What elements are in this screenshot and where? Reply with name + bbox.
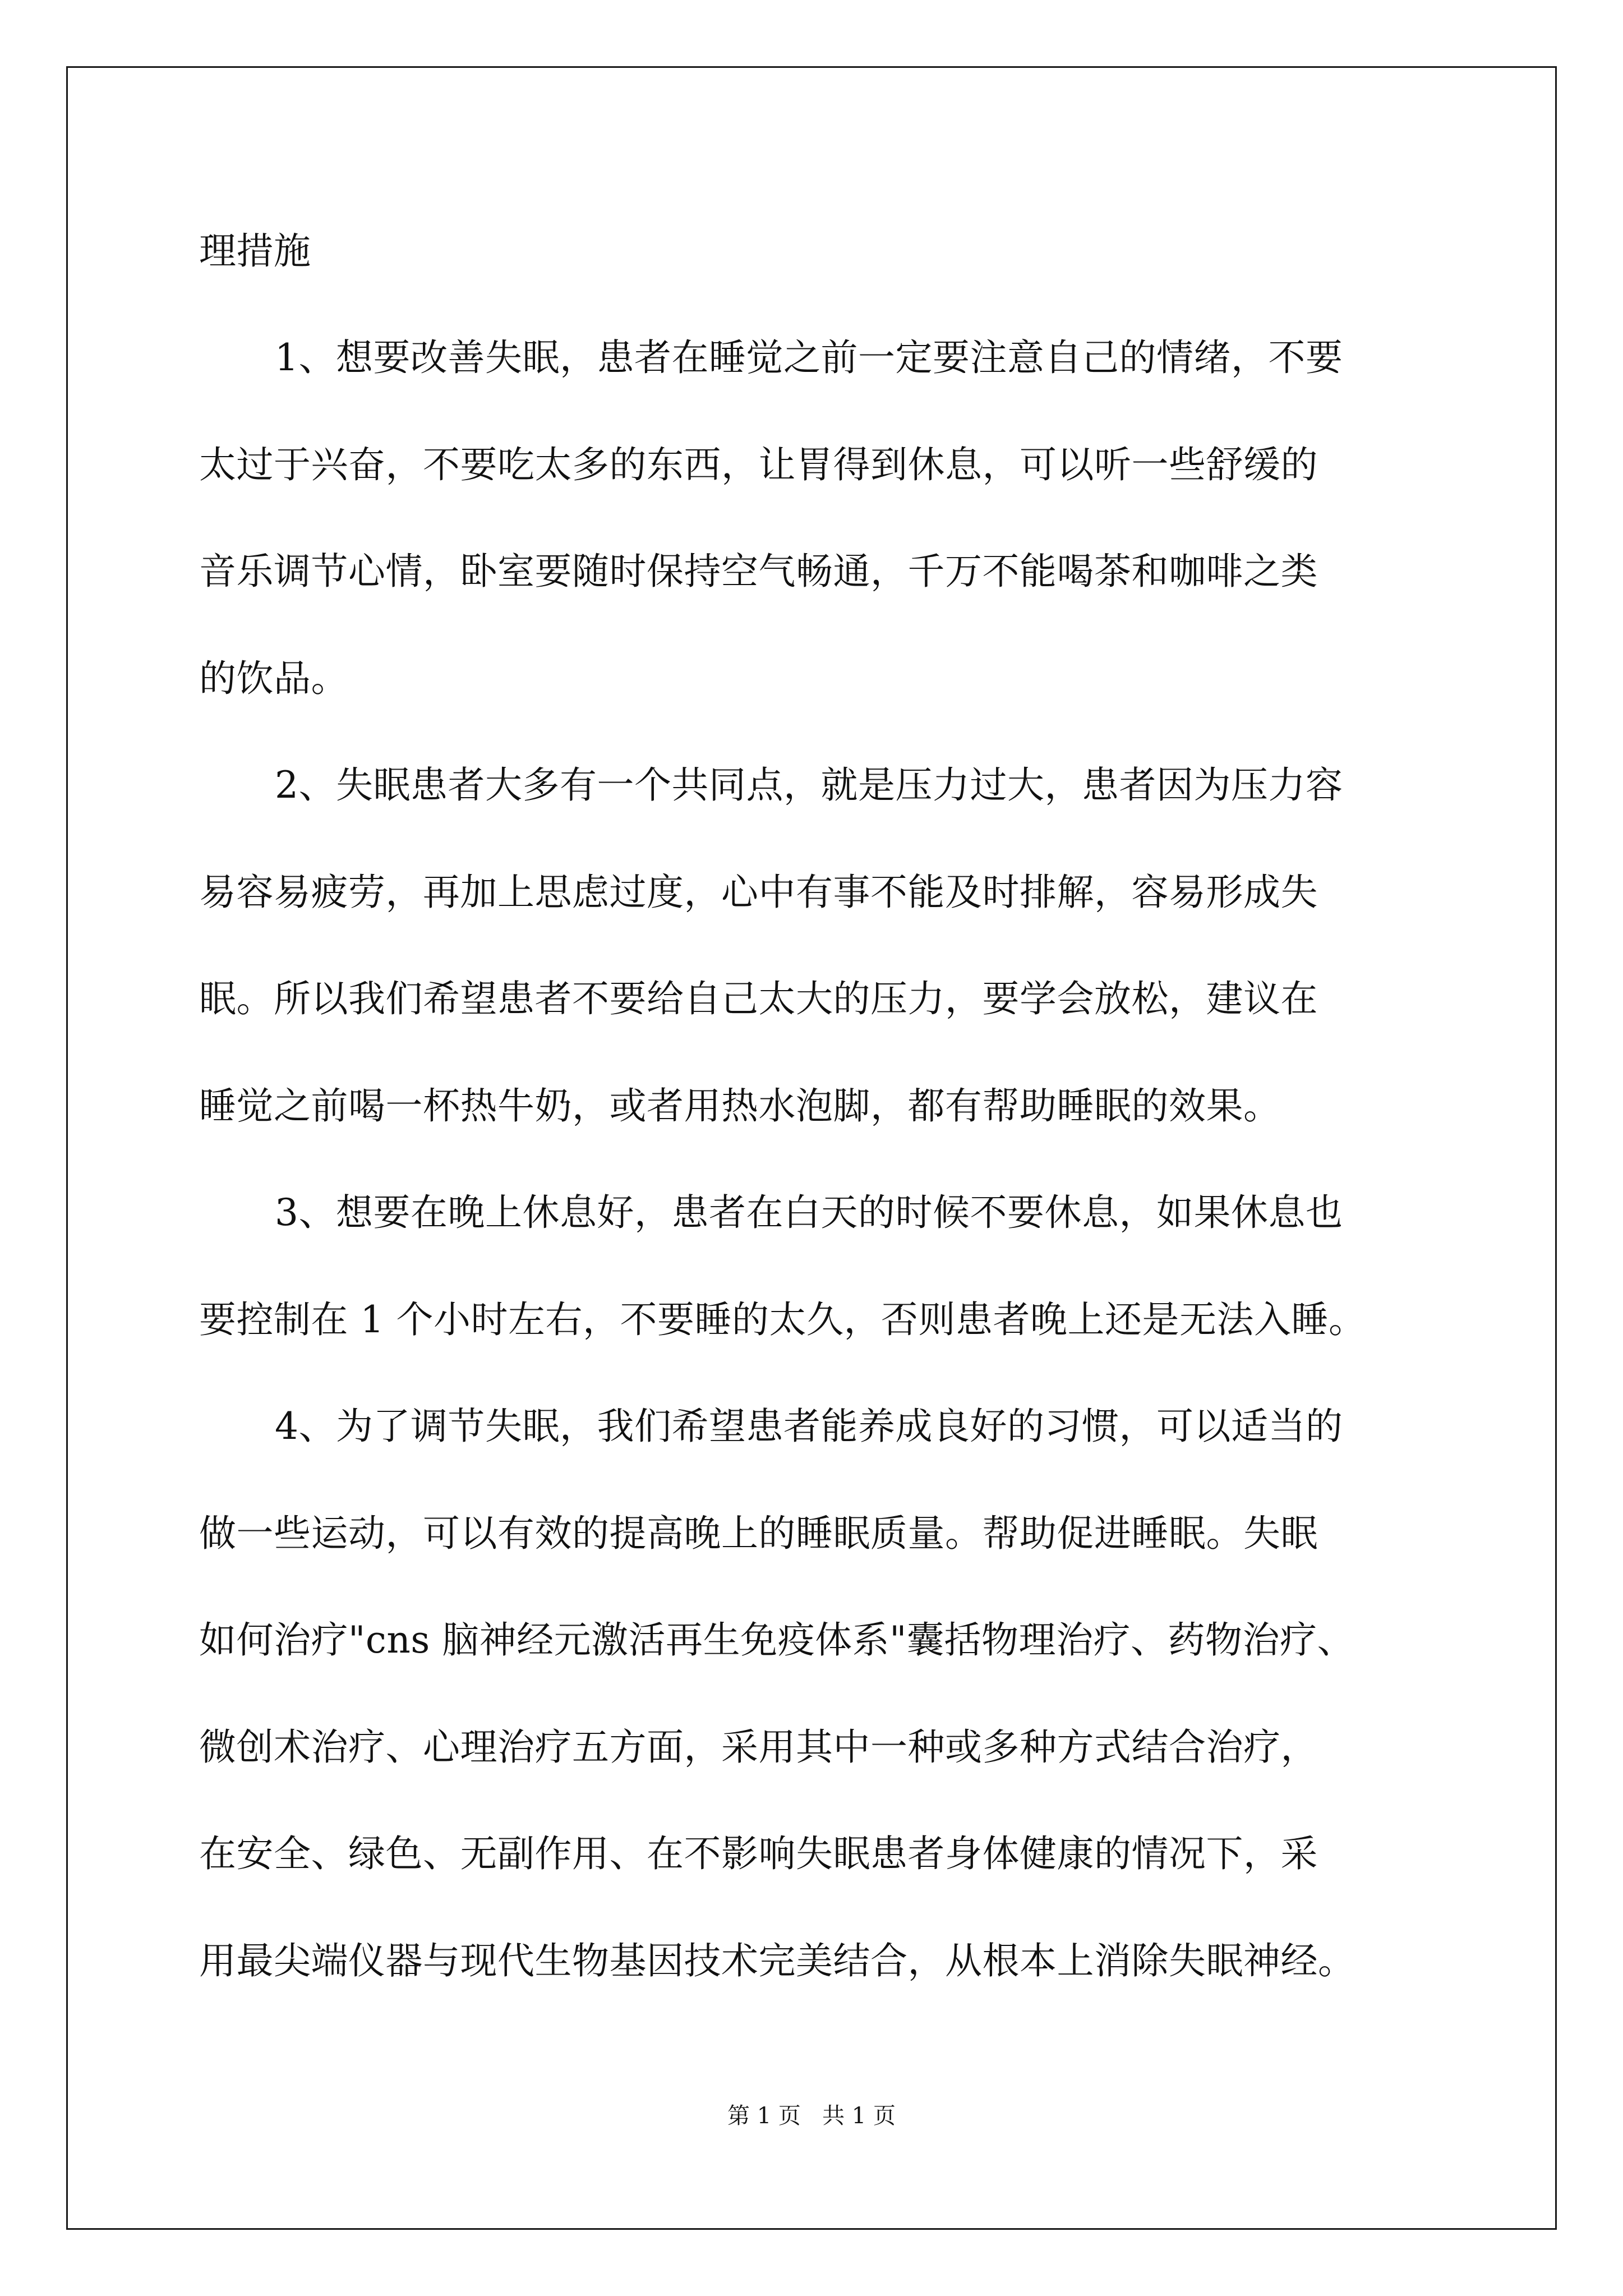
paragraph-4-line-5: 在安全、绿色、无副作用、在不影响失眠患者身体健康的情况下，采 [199,1832,1318,1875]
paragraph-1-line-4: 的饮品。 [199,657,348,700]
paragraph-4-line-1: 4、为了调节失眠，我们希望患者能养成良好的习惯，可以适当的 [275,1405,1343,1448]
paragraph-3-line-1: 3、想要在晚上休息好，患者在白天的时候不要休息，如果休息也 [275,1191,1343,1234]
page-number-footer: 第 1 页 共 1 页 [727,2103,896,2129]
paragraph-2-line-4: 睡觉之前喝一杯热牛奶，或者用热水泡脚，都有帮助睡眠的效果。 [199,1084,1281,1128]
paragraph-1-line-1: 1、想要改善失眠，患者在睡觉之前一定要注意自己的情绪，不要 [275,336,1343,379]
paragraph-4-line-3: 如何治疗"cns 脑神经元激活再生免疫体系"囊括物理治疗、药物治疗、 [199,1618,1355,1662]
paragraph-1-line-2: 太过于兴奋，不要吃太多的东西，让胃得到休息，可以听一些舒缓的 [199,443,1318,486]
paragraph-4-line-4: 微创术治疗、心理治疗五方面，采用其中一种或多种方式结合治疗， [199,1726,1318,1769]
paragraph-1-line-3: 音乐调节心情，卧室要随时保持空气畅通，千万不能喝茶和咖啡之类 [199,550,1318,593]
text-line: 理措施 [199,229,311,273]
paragraph-3-line-2: 要控制在 1 个小时左右，不要睡的太久，否则患者晚上还是无法入睡。 [199,1298,1366,1341]
page-border [66,66,1557,2230]
paragraph-2-line-1: 2、失眠患者大多有一个共同点，就是压力过大，患者因为压力容 [275,763,1343,807]
paragraph-4-line-6: 用最尖端仪器与现代生物基因技术完美结合，从根本上消除失眠神经。 [199,1939,1355,1982]
paragraph-2-line-3: 眠。所以我们希望患者不要给自己太大的压力，要学会放松，建议在 [199,977,1318,1020]
paragraph-4-line-2: 做一些运动，可以有效的提高晚上的睡眠质量。帮助促进睡眠。失眠 [199,1512,1318,1555]
paragraph-2-line-2: 易容易疲劳，再加上思虑过度，心中有事不能及时排解，容易形成失 [199,871,1318,914]
